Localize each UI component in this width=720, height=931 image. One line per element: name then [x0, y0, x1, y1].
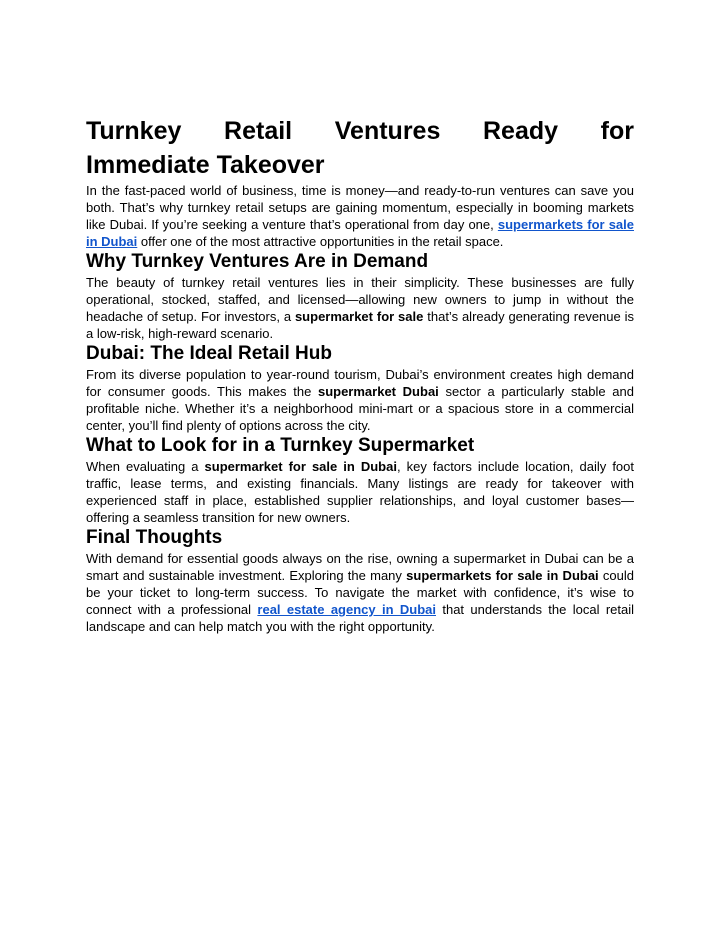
intro-text-a: In the fast-paced world of business, time is money—and ready-to-run ventures can save you both. That’s why turnkey retail setups are gaining momentum, especially in booming markets like Dubai. If you’re seeking a venture that’s operational from day one,: [86, 183, 634, 232]
page-title-line-2: Immediate Takeover: [86, 151, 325, 179]
section-heading-what-to-look-for: What to Look for in a Turnkey Supermarket: [86, 435, 475, 456]
intro-text-b: offer one of the most attractive opportunities in the retail space.: [137, 234, 504, 249]
final-bold-text: supermarkets for sale in Dubai: [406, 568, 599, 583]
section-paragraph-why-turnkey: [86, 274, 634, 342]
look-bold-text: supermarket for sale in Dubai: [204, 459, 397, 474]
look-text-a: When evaluating a: [86, 459, 205, 474]
why-text-a: The beauty of turnkey retail ventures lies in their simplicity. These businesses are fully operational, stocked, staffed, and licensed—allowing new owners to jump in without the headache of setup. For investors, a: [86, 275, 634, 324]
dubai-text-a: From its diverse population to year-round tourism, Dubai’s environment creates high demand for consumer goods. This makes the: [86, 367, 634, 399]
final-text-b: could be your ticket to long-term success. To navigate the market with confidence, it’s wise to connect with a professional: [86, 568, 634, 617]
section-paragraph-dubai-hub: [86, 366, 634, 434]
supermarkets-for-sale-link[interactable]: supermarkets for sale in Dubai: [86, 217, 634, 249]
section-heading-dubai-hub: Dubai: The Ideal Retail Hub: [86, 343, 332, 364]
real-estate-agency-link[interactable]: real estate agency in Dubai: [257, 602, 436, 617]
final-text-c: that understands the local retail landscape and can help match you with the right opportunity.: [86, 602, 634, 634]
intro-paragraph: [86, 182, 634, 250]
section-paragraph-final-thoughts: [86, 550, 634, 635]
why-text-b: that’s already generating revenue is a low-risk, high-reward scenario.: [86, 309, 635, 341]
dubai-text-b: sector a particularly stable and profitable niche. Whether it’s a neighborhood mini-mart or a spacious store in a commercial center, you’ll find plenty of options across the city.: [86, 384, 634, 433]
page-title-line-1: Turnkey Retail Ventures Ready for: [86, 117, 634, 145]
look-text-b: , key factors include location, daily foot traffic, lease terms, and existing financials. Many listings are ready for takeover with experienced staff in place, established supplier relationships, and loyal customer bases—offering a seamless transition for new owners.: [86, 459, 635, 525]
final-text-a: With demand for essential goods always on the rise, owning a supermarket in Dubai can be a smart and sustainable investment. Exploring the many: [86, 551, 634, 583]
dubai-bold-text: supermarket Dubai: [317, 384, 439, 399]
section-heading-why-turnkey: Why Turnkey Ventures Are in Demand: [86, 251, 429, 272]
section-paragraph-what-to-look-for: [86, 458, 634, 526]
section-heading-final-thoughts: Final Thoughts: [86, 527, 223, 548]
page-title: [86, 114, 634, 182]
why-bold-text: supermarket for sale: [294, 309, 424, 324]
